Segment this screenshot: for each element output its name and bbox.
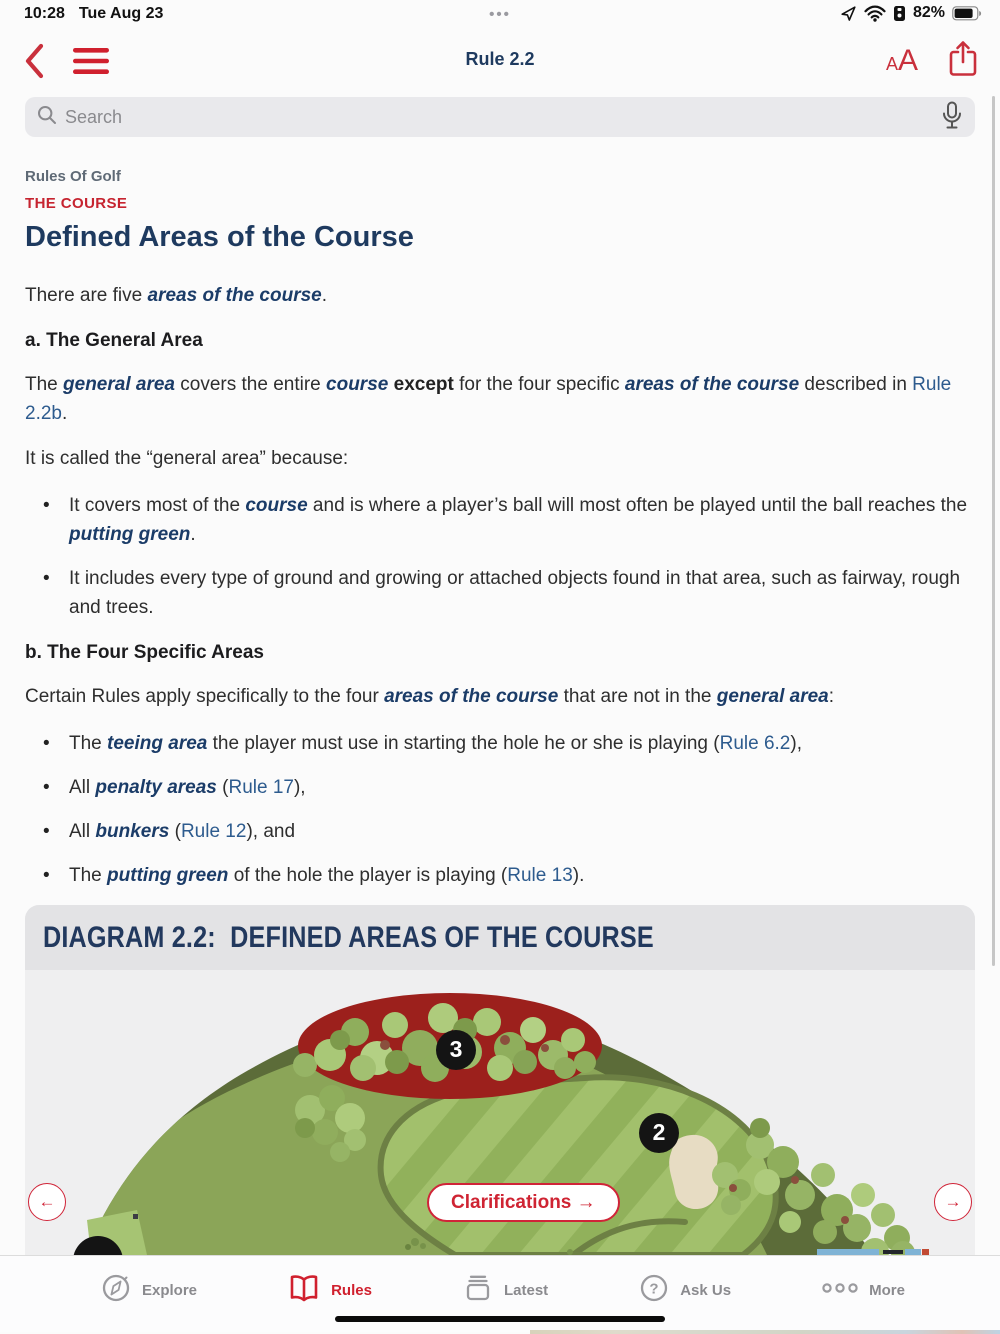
question-circle-icon <box>638 1272 670 1309</box>
tray-icon <box>462 1272 494 1309</box>
defined-term-link[interactable]: bunkers <box>95 821 170 842</box>
text-size-icon: A <box>885 53 898 74</box>
text-segment: ). <box>572 865 585 886</box>
text-segment: described in <box>799 374 913 395</box>
search-bar <box>25 97 975 137</box>
battery-percent: 82% <box>912 4 945 21</box>
text-segment: ( <box>169 821 181 842</box>
share-button[interactable] <box>948 40 978 81</box>
paragraph-specific <box>25 682 975 711</box>
tab-explore[interactable]: Explore <box>100 1272 197 1309</box>
background-app-edge <box>530 1330 1000 1334</box>
text-segment: the player must use in starting the hole he or she is playing ( <box>207 733 720 754</box>
status-time: 10:28 <box>24 5 65 22</box>
text-segment: : <box>828 686 835 707</box>
text-segment: of the hole the player is playing ( <box>228 865 508 886</box>
marker-2[interactable] <box>639 1113 679 1153</box>
arrow-left-icon: ← <box>38 1192 56 1211</box>
dictation-button[interactable] <box>941 101 963 134</box>
list-item <box>25 817 975 846</box>
text-segment: . <box>61 403 68 424</box>
text-segment: for the four specific <box>453 374 625 395</box>
svg-text:2: 2 <box>652 1119 666 1146</box>
paragraph-general <box>25 370 975 428</box>
diagram-card <box>25 905 975 1255</box>
text-segment: ( <box>216 777 229 798</box>
location-arrow-icon <box>840 5 857 22</box>
search-input[interactable] <box>65 107 941 128</box>
multitasking-dots-icon[interactable]: ••• <box>489 6 511 23</box>
rule-link[interactable]: Rule 17 <box>228 777 294 798</box>
text-segment: There are five <box>25 285 148 306</box>
text-segment: and is where a player’s ball will most often be played until the ball reaches the <box>307 495 968 516</box>
compass-icon <box>100 1272 132 1309</box>
text-segment: The <box>69 733 108 754</box>
defined-term-link[interactable]: general area <box>716 686 829 707</box>
text-segment: . <box>321 285 328 306</box>
wifi-icon <box>864 5 886 22</box>
text-segment: All <box>69 821 96 842</box>
defined-term-link[interactable]: teeing area <box>107 733 208 754</box>
microphone-icon <box>941 101 963 134</box>
open-book-icon <box>287 1272 321 1309</box>
list-item <box>25 861 975 890</box>
list-item <box>25 564 975 622</box>
text-segment: It is called the “general area” because: <box>25 448 349 469</box>
text-segment: It covers most of the <box>69 495 246 516</box>
tab-ask-us[interactable]: ? Ask Us <box>638 1272 731 1309</box>
text-segment: that are not in the <box>558 686 717 707</box>
next-diagram-button[interactable] <box>934 1183 972 1221</box>
text-segment: covers the entire <box>175 374 327 395</box>
list-item <box>25 773 975 802</box>
text-size-button[interactable]: A A <box>885 43 918 77</box>
defined-term-link[interactable]: areas of the course <box>624 374 800 395</box>
defined-term-link[interactable]: course <box>326 374 389 395</box>
defined-term-link[interactable]: putting green <box>69 524 191 545</box>
status-date: Tue Aug 23 <box>78 5 164 22</box>
diagram-header <box>25 905 975 970</box>
ellipsis-icon <box>821 1272 859 1309</box>
tab-latest[interactable]: Latest <box>462 1272 548 1309</box>
status-bar <box>0 0 1000 30</box>
text-segment: ), and <box>246 821 296 842</box>
previous-diagram-button[interactable] <box>28 1183 66 1221</box>
specific-areas-list <box>25 729 975 890</box>
tab-rules[interactable]: Rules <box>287 1272 372 1309</box>
defined-term-link[interactable]: general area <box>63 374 175 395</box>
breadcrumb: Rules Of Golf <box>25 168 121 185</box>
battery-icon <box>952 6 982 21</box>
svg-text:?: ? <box>649 1280 659 1298</box>
search-icon <box>37 105 57 130</box>
share-icon <box>948 40 978 81</box>
text-segment: All <box>69 777 96 798</box>
section-label: THE COURSE <box>25 195 128 212</box>
diagram-title: DIAGRAM 2.2: DEFINED AREAS OF THE COURSE <box>43 920 654 954</box>
list-item <box>25 491 975 549</box>
text-segment: ), <box>293 777 306 798</box>
paragraph-called <box>25 444 975 473</box>
page-title: Defined Areas of the Course <box>25 221 414 253</box>
marker-3[interactable] <box>436 1030 476 1070</box>
page-nav-title: Rule 2.2 <box>465 49 535 69</box>
rule-link[interactable]: Rule 13 <box>507 865 573 886</box>
rule-link[interactable]: Rule 6.2 <box>719 733 791 754</box>
text-segment: The <box>25 374 64 395</box>
general-area-list <box>25 491 975 622</box>
defined-term-link[interactable]: putting green <box>107 865 229 886</box>
case-battery-icon <box>893 5 906 22</box>
defined-term-link[interactable]: course <box>245 495 308 516</box>
tab-more[interactable]: More <box>821 1272 905 1309</box>
text-segment: It includes every type of ground and growing or attached objects found in that area, such as fairway, rough and trees. <box>69 568 961 618</box>
heading-specific-areas: b. The Four Specific Areas <box>25 642 264 663</box>
defined-term-link[interactable]: areas of the course <box>147 285 322 306</box>
defined-term-link[interactable]: penalty areas <box>95 777 217 798</box>
heading-general-area: a. The General Area <box>25 330 203 351</box>
text-segment: ), <box>790 733 802 754</box>
arrow-right-icon: → <box>944 1192 962 1211</box>
text-segment: . <box>190 524 196 545</box>
text-segment: The <box>69 865 108 886</box>
article-content <box>25 168 975 905</box>
list-item <box>25 729 975 758</box>
scrollbar[interactable] <box>992 96 995 966</box>
rule-link[interactable]: Rule 2.2b <box>25 374 952 424</box>
defined-term-link[interactable]: areas of the course <box>384 686 559 707</box>
paragraph-intro <box>25 281 975 310</box>
svg-text:3: 3 <box>449 1036 463 1063</box>
emphasis-text: except <box>393 374 454 395</box>
home-indicator[interactable] <box>335 1316 665 1322</box>
clarifications-button[interactable]: Clarifications → <box>427 1183 620 1222</box>
nav-bar <box>0 34 1000 86</box>
rule-link[interactable]: Rule 12 <box>180 821 247 842</box>
text-segment: Certain Rules apply specifically to the four <box>25 686 385 707</box>
